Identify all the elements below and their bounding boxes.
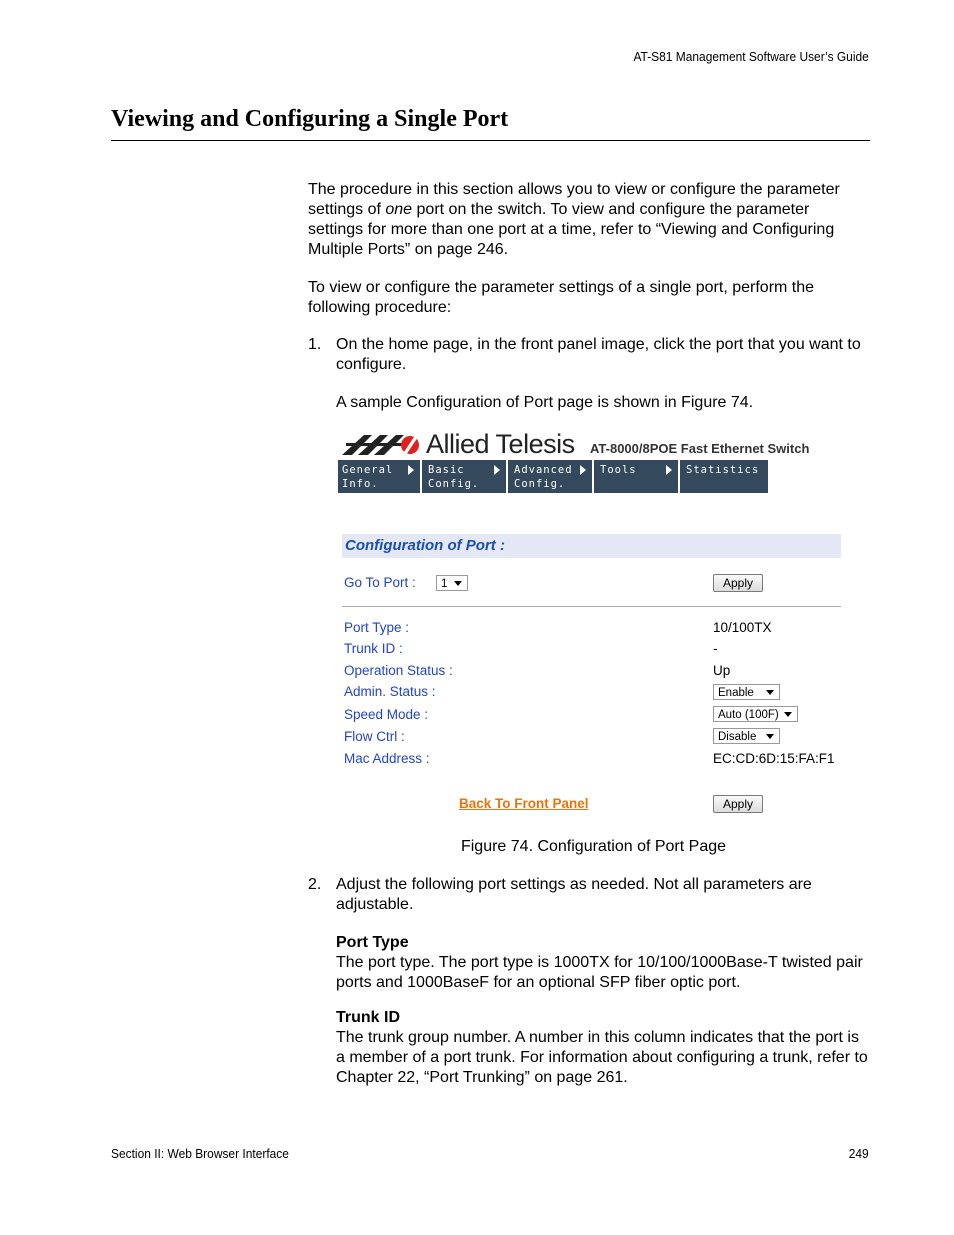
trunk-id-value: - [713,641,718,656]
running-header: AT-S81 Management Software User’s Guide [633,49,869,64]
operation-status-label: Operation Status : [344,663,453,678]
config-title: Configuration of Port : [345,537,505,554]
chevron-down-icon [766,690,774,695]
footer-page-number: 249 [849,1146,869,1161]
figure-caption: Figure 74. Configuration of Port Page [460,838,727,855]
chevron-right-icon [580,465,586,475]
chevron-down-icon [454,581,462,586]
operation-status-value: Up [713,663,731,678]
allied-telesis-logo-icon [342,433,422,457]
nav-advanced-config[interactable]: Advanced Config. [510,460,594,493]
speed-mode-select[interactable]: Auto (100F) [713,706,798,722]
logo-row [342,429,842,459]
emphasis-one: one [385,201,413,218]
mac-address-label: Mac Address : [344,751,430,766]
nav-tools[interactable]: Tools [596,460,680,493]
step-1-number: 1. [308,336,322,353]
step-1-note: A sample Configuration of Port page is shown in Figure 74. [336,394,754,411]
nav-bar [338,460,768,493]
footer-section: Section II: Web Browser Interface [111,1146,289,1161]
mac-address-value: EC:CD:6D:15:FA:F1 [713,751,835,766]
definition-text-trunk-id: The trunk group number. A number in this column indicates that the port is a member of a port trunk. For information about configuring a trunk, refer to Chapter 22, “Port Trunking” on page 261. [336,1029,868,1086]
step-2-number: 2. [308,876,322,893]
chevron-right-icon [494,465,500,475]
goto-port-label: Go To Port : [344,575,416,590]
flow-ctrl-select[interactable]: Disable [713,728,780,744]
definition-term-trunk-id: Trunk ID [336,1009,401,1026]
nav-statistics[interactable]: Statistics [686,464,760,476]
trunk-id-label: Trunk ID : [344,641,403,656]
chevron-right-icon [666,465,672,475]
definition-term-port-type: Port Type [336,934,409,951]
admin-status-label: Admin. Status : [344,684,436,699]
figure-configuration-of-port [338,425,843,820]
admin-status-select[interactable]: Enable [713,684,780,700]
port-type-value: 10/100TX [713,620,772,635]
flow-ctrl-label: Flow Ctrl : [344,729,405,744]
definition-text-port-type: The port type. The port type is 1000TX for 10/100/1000Base-T twisted pair ports and 1000BaseF for an optional SFP fiber optic port. [336,954,863,991]
brand-name: Allied Telesis [426,429,575,459]
chevron-down-icon [766,734,774,739]
apply-button-top[interactable]: Apply [713,574,763,592]
step-1-text: On the home page, in the front panel image, click the port that you want to configure. [336,336,861,373]
step-2-text: Adjust the following port settings as needed. Not all parameters are adjustable. [336,876,812,913]
back-to-front-panel-link[interactable]: Back To Front Panel [459,796,589,811]
intro-paragraph-1: The procedure in this section allows you to view or configure the parameter settings of one port on the switch. To view and configure the parameter settings for more than one port at a time, refer to “Viewing and Configuring Multiple Ports” on page 246. [308,181,840,258]
title-rule [111,140,870,141]
switch-model: AT-8000/8POE Fast Ethernet Switch [590,441,810,456]
apply-button-bottom[interactable]: Apply [713,795,763,813]
intro-paragraph-2: To view or configure the parameter settings of a single port, perform the following procedure: [308,279,815,316]
chevron-down-icon [784,712,792,717]
chevron-right-icon [408,465,414,475]
nav-basic-config[interactable]: Basic Config. [424,460,508,493]
speed-mode-label: Speed Mode : [344,707,429,722]
divider [342,606,841,607]
config-title-bar [342,534,841,558]
goto-port-select[interactable]: 1 [436,575,468,591]
nav-general-info[interactable]: General Info. [338,460,422,493]
port-type-label: Port Type : [344,620,410,635]
section-title: Viewing and Configuring a Single Port [111,106,509,132]
